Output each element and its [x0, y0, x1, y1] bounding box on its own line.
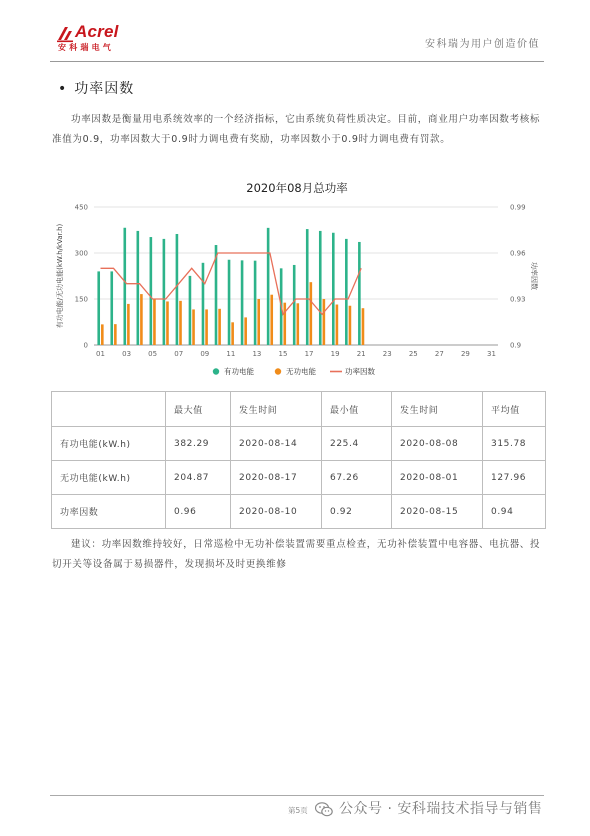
y-right-tick-label: 0.9 [510, 341, 522, 350]
reactive-energy-bar [218, 309, 221, 345]
table-row [52, 461, 546, 495]
x-tick-label: 19 [330, 350, 340, 358]
legend-reactive-swatch [275, 368, 281, 374]
x-tick-label: 31 [487, 350, 496, 358]
section-bullet: • [58, 81, 68, 97]
active-energy-bar [110, 271, 113, 345]
advice-paragraph: 建议：功率因数维持较好，日常巡检中无功补偿装置需要重点检查，无功补偿装置中电容器、电抗器、投切开关等设备属于易损器件，发现损坏及时更换维修 [52, 539, 541, 570]
y-left-tick-label: 300 [74, 249, 88, 258]
active-energy-bar [319, 231, 322, 345]
reactive-energy-bar [297, 303, 300, 345]
table-cell: 功率因数 [52, 495, 166, 529]
y-axis-right-label: 功率因数 [530, 262, 538, 290]
reactive-energy-bar [310, 282, 313, 345]
power-chart [52, 176, 542, 388]
section-title-text: 功率因数 [74, 81, 135, 97]
y-axis-left-label: 有功电能/无功电能(kW.h/kVar.h) [56, 223, 64, 329]
reactive-energy-bar [205, 309, 208, 345]
table-header-cell: 发生时间 [392, 392, 483, 427]
active-energy-bar [332, 233, 335, 345]
header-slogan: 安科瑞为用户创造价值 [425, 39, 540, 50]
table-cell: 有功电能(kW.h) [52, 427, 166, 461]
section-title [58, 78, 134, 98]
table-header-cell: 最小值 [322, 392, 392, 427]
x-tick-label: 25 [408, 350, 418, 358]
chart-legend [213, 366, 376, 376]
table-cell: 无功电能(kW.h) [52, 461, 166, 495]
active-energy-bar [267, 228, 270, 345]
table-header-cell: 平均值 [483, 392, 546, 427]
table-cell: 204.87 [166, 461, 231, 495]
reactive-energy-bar [166, 301, 169, 345]
reactive-energy-bar [257, 299, 260, 345]
footer-divider [50, 795, 544, 796]
x-tick-label: 23 [382, 350, 392, 358]
y-right-tick-label: 0.99 [510, 203, 526, 212]
active-energy-bar [97, 271, 100, 345]
table-header-cell: 最大值 [166, 392, 231, 427]
acrel-logo-mark-icon [56, 25, 76, 43]
legend-active-label: 有功电能 [224, 367, 254, 376]
reactive-energy-bar [101, 324, 104, 345]
acrel-logo [56, 22, 146, 55]
x-tick-label: 05 [148, 350, 158, 358]
table-cell: 0.92 [322, 495, 392, 529]
x-tick-label: 07 [174, 350, 184, 358]
chart-title: 2020年08月总功率 [246, 181, 348, 195]
active-energy-bar [241, 260, 244, 345]
logo-wordmark: Acrel [75, 22, 119, 41]
table-cell: 0.96 [166, 495, 231, 529]
active-energy-bar [150, 237, 153, 345]
table-cell: 67.26 [322, 461, 392, 495]
table-cell: 382.29 [166, 427, 231, 461]
legend-reactive-label: 无功电能 [286, 367, 316, 376]
reactive-energy-bar [127, 304, 130, 345]
y-right-tick-label: 0.93 [510, 295, 526, 304]
active-energy-bar [137, 231, 140, 345]
reactive-energy-bar [231, 322, 234, 345]
chart-pf-line [101, 253, 362, 314]
table-row [52, 427, 546, 461]
active-energy-bar [358, 242, 361, 345]
table-cell: 2020-08-10 [231, 495, 322, 529]
stats-table [51, 391, 546, 529]
active-energy-bar [202, 263, 205, 345]
table-cell: 127.96 [483, 461, 546, 495]
x-tick-label: 15 [278, 350, 288, 358]
table-cell: 0.94 [483, 495, 546, 529]
x-tick-label: 01 [96, 350, 105, 358]
active-energy-bar [254, 261, 257, 345]
watermark-text: 公众号 · 安科瑞技术指导与销售 [339, 801, 543, 817]
x-tick-label: 27 [434, 350, 444, 358]
reactive-energy-bar [336, 305, 339, 345]
page-header [0, 0, 590, 62]
page-number: 第5页 [288, 806, 308, 815]
reactive-energy-bar [283, 303, 286, 345]
x-tick-label: 13 [252, 350, 262, 358]
table-row [52, 495, 546, 529]
table-cell: 315.78 [483, 427, 546, 461]
active-energy-bar [176, 234, 179, 345]
table-header-cell: 发生时间 [231, 392, 322, 427]
chart-bars [97, 228, 364, 345]
table-cell: 2020-08-17 [231, 461, 322, 495]
y-left-tick-label: 150 [74, 295, 88, 304]
x-tick-label: 09 [200, 350, 210, 358]
x-tick-label: 03 [122, 350, 132, 358]
table-header-row [52, 392, 546, 427]
reactive-energy-bar [349, 306, 352, 345]
active-energy-bar [345, 239, 348, 345]
reactive-energy-bar [179, 301, 182, 345]
x-tick-label: 21 [356, 350, 366, 358]
logo-cn-name: 安科瑞电气 [58, 43, 114, 52]
header-divider [50, 61, 544, 62]
reactive-energy-bar [153, 299, 156, 345]
reactive-energy-bar [362, 308, 365, 345]
wechat-watermark [315, 798, 542, 818]
legend-active-swatch [213, 368, 219, 374]
active-energy-bar [228, 260, 231, 345]
reactive-energy-bar [270, 295, 273, 345]
wechat-icon [315, 802, 333, 817]
y-right-tick-label: 0.96 [510, 249, 526, 258]
intro-paragraph: 功率因数是衡量用电系统效率的一个经济指标，它由系统负荷性质决定。目前，商业用户功率因数考核标准值为0.9，功率因数大于0.9时力调电费有奖励，功率因数小于0.9时力调电费有罚款。 [52, 114, 541, 145]
table-cell: 2020-08-08 [392, 427, 483, 461]
reactive-energy-bar [244, 317, 247, 345]
active-energy-bar [123, 228, 126, 345]
active-energy-bar [306, 229, 309, 345]
table-cell: 2020-08-14 [231, 427, 322, 461]
table-cell: 2020-08-15 [392, 495, 483, 529]
active-energy-bar [163, 239, 166, 345]
y-left-tick-label: 0 [83, 341, 88, 350]
active-energy-bar [293, 265, 296, 345]
table-cell: 225.4 [322, 427, 392, 461]
x-tick-label: 17 [304, 350, 314, 358]
power-factor-line [101, 253, 362, 314]
reactive-energy-bar [114, 324, 117, 345]
reactive-energy-bar [323, 299, 326, 345]
reactive-energy-bar [140, 294, 143, 345]
power-chart-svg [52, 176, 542, 388]
reactive-energy-bar [192, 309, 195, 345]
legend-pf-label: 功率因数 [345, 367, 375, 376]
active-energy-bar [189, 276, 192, 345]
x-tick-label: 29 [460, 350, 470, 358]
table-cell: 2020-08-01 [392, 461, 483, 495]
y-left-tick-label: 450 [74, 203, 88, 212]
table-header-cell [52, 392, 166, 427]
x-tick-label: 11 [226, 350, 236, 358]
